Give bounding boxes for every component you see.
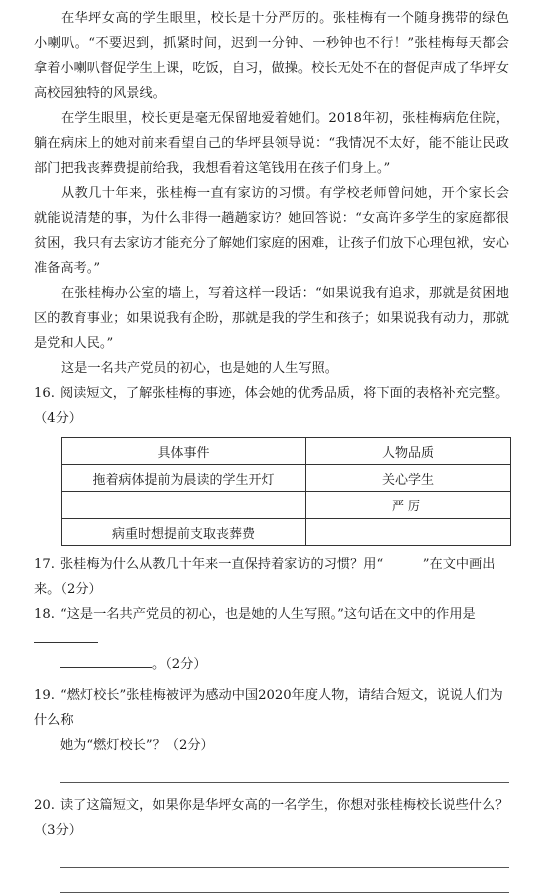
question-19-continuation: 她为“燃灯校长”？（2分） xyxy=(60,738,214,753)
passage-paragraph-4: 在张桂梅办公室的墙上，写着这样一段话：“如果说我有追求，那就是贫困地区的教育事业；如果说我有企盼，那就是我的学生和孩子；如果说我有动力，那就是党和人民。” xyxy=(34,286,509,351)
answer-line[interactable] xyxy=(60,758,509,783)
table-cell-handwritten: 严厉 xyxy=(306,492,511,519)
answer-line[interactable] xyxy=(60,868,509,893)
passage-paragraph-1: 在华坪女高的学生眼里，校长是十分严厉的。张桂梅有一个随身携带的绿色小喇叭。“不要迟到，抓紧时间，迟到一分钟、一秒钟也不行！”张桂梅每天都会拿着小喇叭督促学生上课，吃饭，自习，做操。校长无处不在的督促声成了华坪女高校园独特的风景线。 xyxy=(34,11,509,101)
table-cell-blank[interactable] xyxy=(62,492,306,519)
answer-line[interactable] xyxy=(60,843,509,868)
question-16 xyxy=(34,381,509,431)
question-number: 17. xyxy=(34,557,55,572)
table-cell: 拖着病体提前为晨读的学生开灯 xyxy=(62,465,306,492)
table-header-cell: 人物品质 xyxy=(306,438,511,465)
table-cell: 关心学生 xyxy=(306,465,511,492)
question-number: 20. xyxy=(34,798,55,813)
question-18 xyxy=(34,602,509,652)
question-20 xyxy=(34,793,509,843)
passage-paragraph-2: 在学生眼里，校长更是毫无保留地爱着她们。2018年初，张桂梅病危住院，躺在病床上的她对前来看望自己的华坪县领导说：“我情况不太好，能不能让民政部门把我丧葬费提前给我，我想看着这笔钱用在孩子们身上。” xyxy=(34,111,509,176)
question-19 xyxy=(34,683,509,733)
question-text: 。（2分） xyxy=(152,657,207,672)
answer-table xyxy=(61,437,511,546)
question-text: “燃灯校长”张桂梅被评为感动中国2020年度人物，请结合短文，说说人们为什么称 xyxy=(34,688,503,728)
answer-blank[interactable] xyxy=(34,628,98,643)
passage-paragraph-3: 从教几十年来，张桂梅一直有家访的习惯。有学校老师曾问她，开个家长会就能说清楚的事，为什么非得一趟趟家访？她回答说：“女高许多学生的家庭都很贫困，我只有去家访才能充分了解她们家庭的困难，让孩子们放下心理包袱，安心准备高考。” xyxy=(34,186,509,276)
table-cell-blank[interactable] xyxy=(306,519,511,546)
table-header-cell: 具体事件 xyxy=(62,438,306,465)
question-text: “这是一名共产党员的初心，也是她的人生写照。”这句话在文中的作用是 xyxy=(60,607,476,622)
question-number: 19. xyxy=(34,688,55,703)
table-row xyxy=(62,492,511,519)
table-row xyxy=(62,465,511,492)
table-row xyxy=(62,519,511,546)
question-number: 16. xyxy=(34,386,55,401)
question-18-continuation xyxy=(34,652,509,677)
question-text: 阅读短文，了解张桂梅的事迹，体会她的优秀品质，将下面的表格补充完整。（4分） xyxy=(34,386,509,426)
question-text: 读了这篇短文，如果你是华坪女高的一名学生，你想对张桂梅校长说些什么？（3分） xyxy=(34,798,509,838)
question-17 xyxy=(34,552,509,602)
answer-blank[interactable] xyxy=(60,653,152,668)
question-text: 张桂梅为什么从教几十年来一直保持着家访的习惯？用“ ”在文中画出来。（2分） xyxy=(34,557,496,597)
passage-paragraph-5: 这是一名共产党员的初心，也是她的人生写照。 xyxy=(61,361,338,376)
table-cell: 病重时想提前支取丧葬费 xyxy=(62,519,306,546)
table-header-row xyxy=(62,438,511,465)
question-number: 18. xyxy=(34,607,55,622)
